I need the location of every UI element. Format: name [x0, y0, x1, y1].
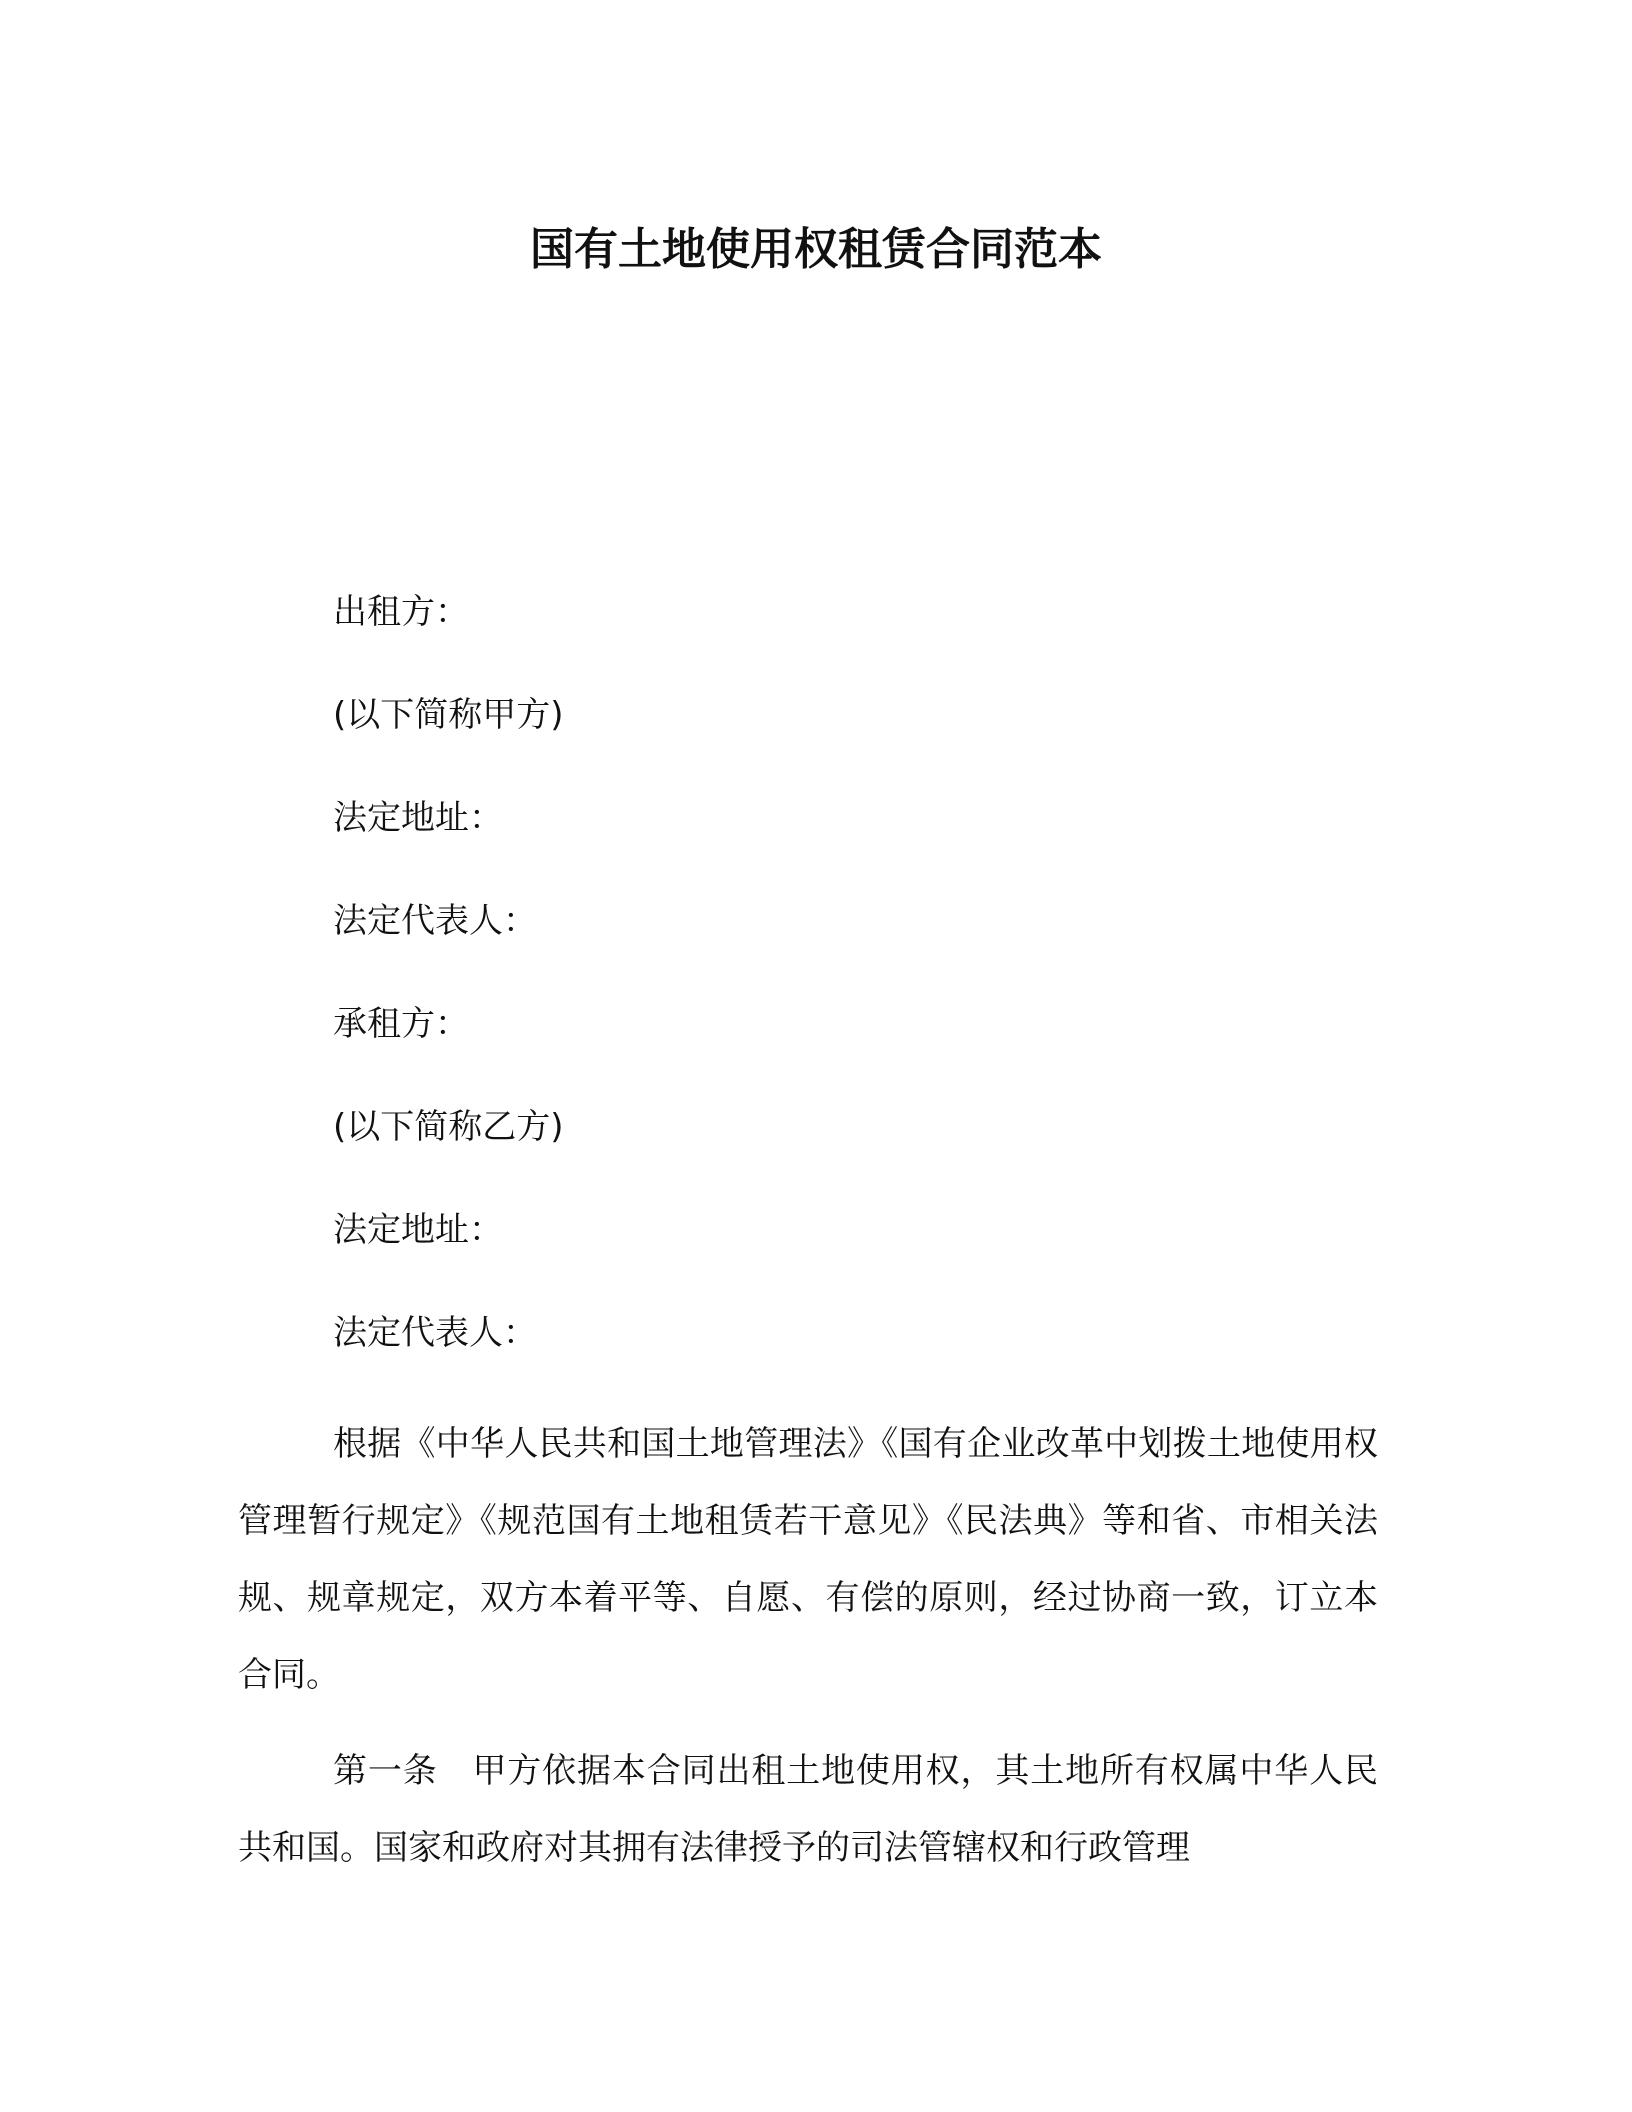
lessor-address-label: 法定地址：	[333, 798, 503, 838]
lessee-label: 承租方：	[333, 1004, 469, 1044]
lessor-label: 出租方：	[333, 592, 469, 632]
lessor-alias: (以下简称甲方)	[333, 695, 564, 735]
party-info-list	[333, 590, 564, 1414]
lessee-alias: (以下简称乙方)	[333, 1107, 564, 1147]
article-1-paragraph: 第一条 甲方依据本合同出租土地使用权，其土地所有权属中华人民共和国。国家和政府对其拥有法律授予的司法管辖权和行政管理	[238, 1751, 1378, 1868]
lessee-address-label: 法定地址：	[333, 1210, 503, 1250]
lessee-representative-label: 法定代表人：	[333, 1313, 537, 1353]
lessor-representative-label: 法定代表人：	[333, 901, 537, 941]
document-title: 国有土地使用权租赁合同范本	[530, 224, 1102, 275]
preamble-paragraph: 根据《中华人民共和国土地管理法》《国有企业改革中划拨土地使用权管理暂行规定》《规范国有土地租赁若干意见》《民法典》等和省、市相关法规、规章规定，双方本着平等、自愿、有偿的原则，经过协商一致，订立本合同。	[238, 1424, 1378, 1695]
